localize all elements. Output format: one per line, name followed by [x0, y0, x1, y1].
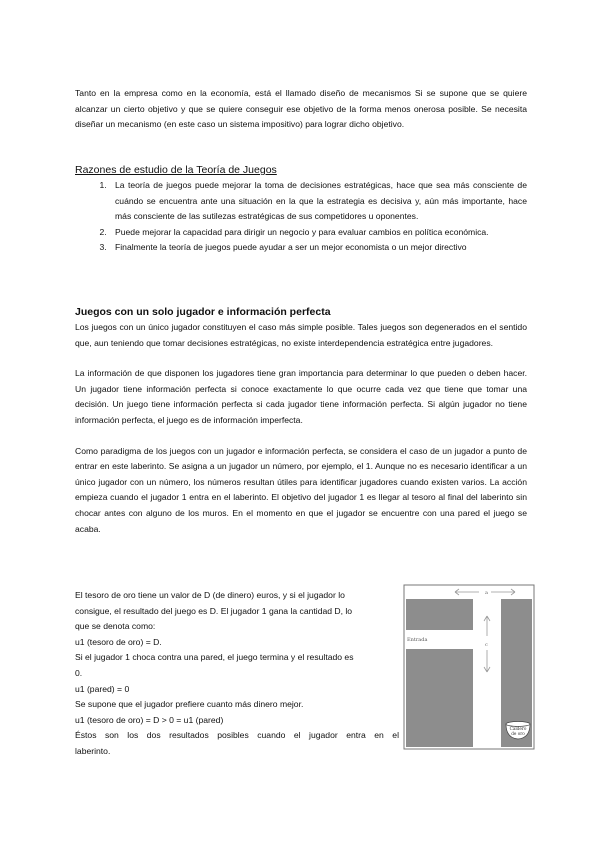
- figure-label-c: c: [485, 642, 488, 648]
- tesoro-text: [75, 588, 399, 760]
- maze-figure: [403, 584, 535, 750]
- text-line: Si el jugador 1 choca contra una pared, el juego termina y el resultado es: [75, 652, 354, 663]
- intro-paragraph: Tanto en la empresa como en la economía, está el llamado diseño de mecanismos Si se supone que se quiere alcanzar un cierto objetivo y que se quiere conseguir ese objetivo de la forma menos onerosa posible. Se necesita diseñar un mecanismo (en este caso un sistema impositivo) para lograr dicho objetivo.: [75, 88, 527, 130]
- juegos-paragraph-3: Como paradigma de los juegos con un jugador e información perfecta, se considera el caso de un jugador a punto de entrar en este laberinto. Se asigna a un jugador un número, por ejemplo, el 1. Aunque no es necesario identificar a un único jugador con un número, los números resultan útiles para identificar jugadores cuando existen varios. La acción empieza cuando el jugador 1 entra en el laberinto. El objetivo del jugador 1 es llegar al tesoro al final del laberinto sin chocar antes con alguno de los muros. En el momento en que el jugador se encuentre con una pared el juego se acaba.: [75, 445, 527, 534]
- text-line: Se supone que el jugador prefiere cuanto más dinero mejor.: [75, 699, 304, 710]
- text-line: laberinto.: [75, 745, 111, 756]
- text-line: Éstos son los dos resultados posibles cuando el jugador entra en el: [75, 730, 399, 741]
- juegos-paragraph-2: La información de que disponen los jugadores tiene gran importancia para determinar lo que pueden o deben hacer. Un jugador tiene información perfecta si conoce exactamente lo que ocurre cada vez que tiene que tomar una decisión. Un juego tiene información perfecta si cada jugador tiene información perfecta. Si algún jugador no tiene información perfecta, el juego es de información imperfecta.: [75, 368, 527, 425]
- maze-wall-bottom-left: [406, 649, 473, 747]
- juegos-paragraph-1: Los juegos con un único jugador constituyen el caso más simple posible. Tales juegos son degenerados en el sentido que, aun teniendo que tomar decisiones estratégicas, no existe interdependencia estratégica entre jugadores.: [75, 322, 527, 348]
- text-line: u1 (tesoro de oro) = D.: [75, 636, 162, 647]
- razones-section: [75, 164, 527, 256]
- razones-item-1: 1. La teoría de juegos puede mejorar la toma de decisiones estratégicas, hace que sea más consciente de cuándo se encuentra ante una situación en la que la estrategia es decisiva y, aún más importante, hace más consciente de las sutilezas estratégicas de sus competidores u oponentes.: [109, 178, 527, 225]
- razones-list: [75, 178, 527, 256]
- text-line: 0.: [75, 667, 83, 678]
- text-line: u1 (pared) = 0: [75, 683, 130, 694]
- treasure-label-1: Caldero: [509, 726, 527, 731]
- text-line: u1 (tesoro de oro) = D > 0 = u1 (pared): [75, 714, 224, 725]
- razones-heading: Razones de estudio de la Teoría de Juegos: [75, 164, 277, 176]
- intro-section: [75, 86, 527, 133]
- maze-wall-top-left: [406, 599, 473, 630]
- text-line: El tesoro de oro tiene un valor de D (de dinero) euros, y si el jugador lo: [75, 590, 345, 600]
- text-line: consigue, el resultado del juego es D. El jugador 1 gana la cantidad D, lo: [75, 605, 353, 616]
- razones-item-3: 3. Finalmente la teoría de juegos puede ayudar a ser un mejor economista o un mejor directivo: [109, 240, 527, 256]
- text-line: que se denota como:: [75, 621, 156, 632]
- juegos-heading: Juegos con un solo jugador e información perfecta: [75, 306, 331, 318]
- razones-item-2: 2. Puede mejorar la capacidad para dirigir un negocio y para evaluar cambios en política económica.: [109, 225, 527, 241]
- treasure-label-2: de oro: [511, 731, 525, 736]
- juegos-section: [75, 306, 527, 537]
- label-entrada: Entrada: [407, 637, 428, 643]
- figure-label-a: a: [485, 590, 488, 596]
